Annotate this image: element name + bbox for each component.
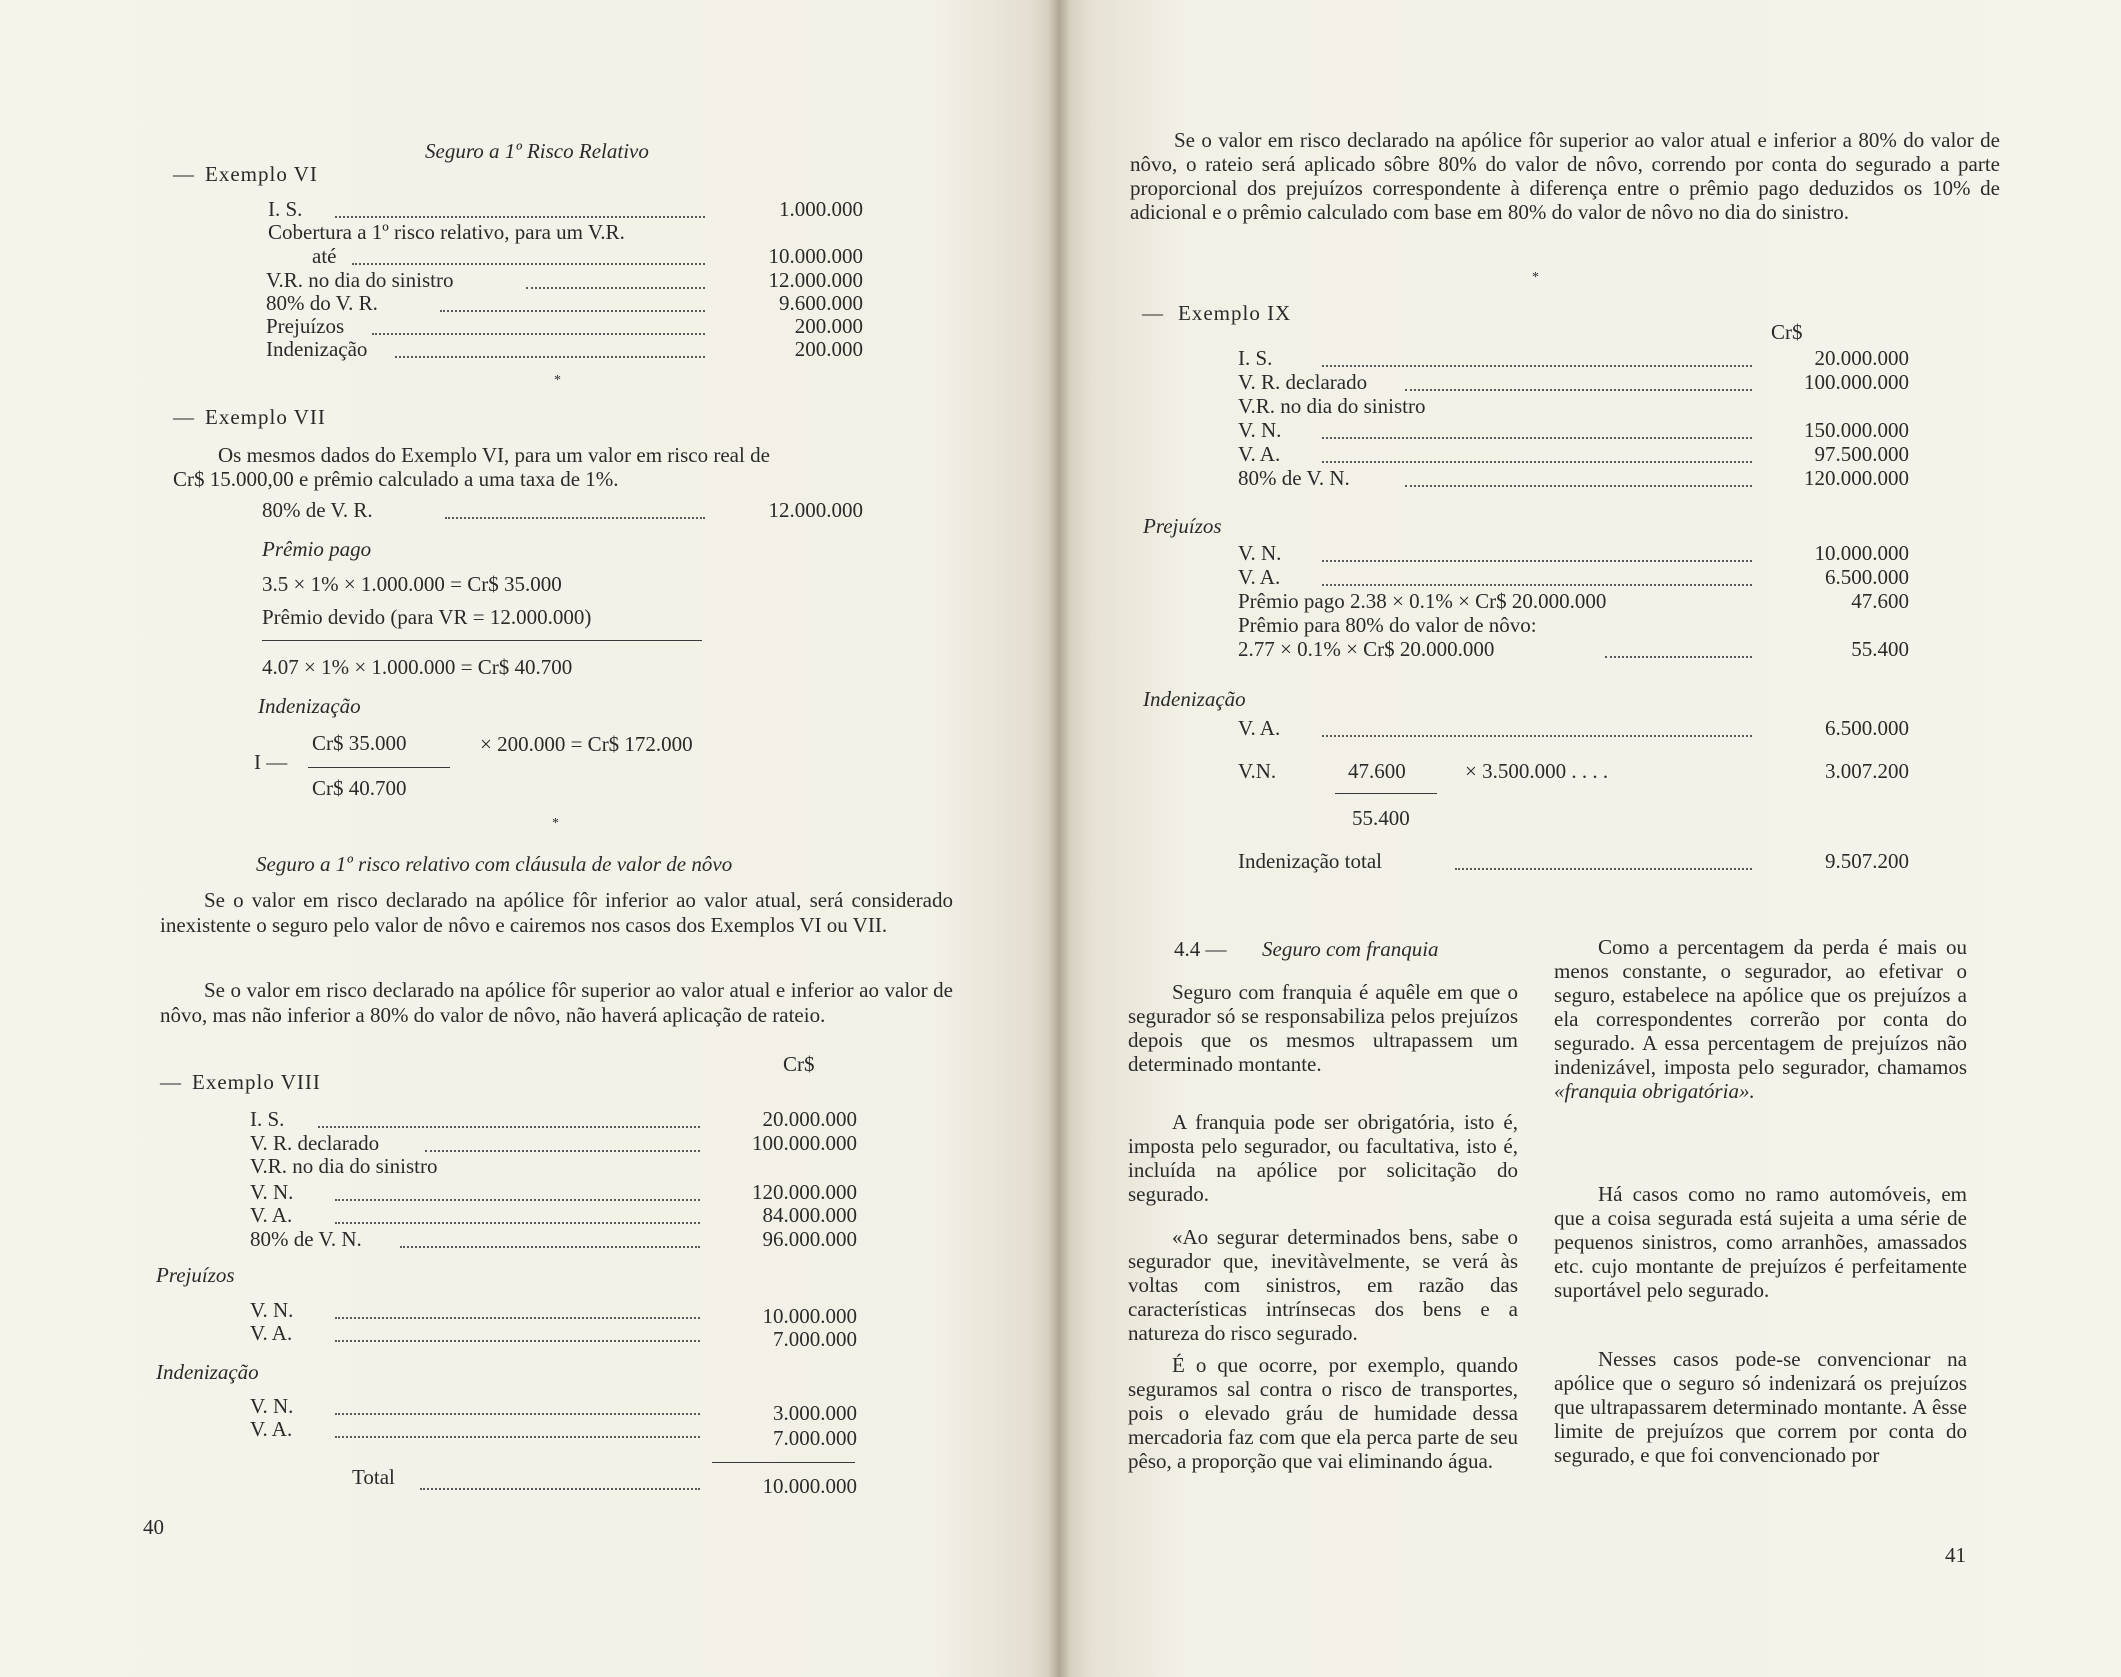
leader: [1405, 485, 1752, 487]
ex8-total-value: 10.000.000: [762, 1474, 857, 1498]
ex9-row-label: V. N.: [1238, 418, 1282, 442]
paragraph: «Ao segurar determinados bens, sabe o segurador que, inevitàvelmente, se verá às voltas com sinistros, em razão das características intrínsecas dos bens e a natureza do risco segurado.: [1128, 1225, 1518, 1345]
ex8-row-label: 80% de V. N.: [250, 1227, 362, 1251]
ex8-indenizacao-value: 7.000.000: [773, 1426, 857, 1450]
ex9-premio-80-line2: 2.77 × 0.1% × Cr$ 20.000.000: [1238, 637, 1495, 661]
paragraph: Seguro com franquia é aquêle em que o segurador só se responsabiliza pelos prejuízos depois que os mesmos ultrapassem um determinado montante.: [1128, 980, 1518, 1076]
leader: [352, 263, 705, 265]
ex6-heading-prefix: —: [173, 162, 194, 186]
book-gutter: [1048, 0, 1070, 1677]
ex6-row-value: 1.000.000: [779, 197, 863, 221]
paragraph: Se o valor em risco declarado na apólice fôr inferior ao valor atual, será considerado inexistente o seguro pelo valor de nôvo e cairemos nos casos dos Exemplos VI ou VII.: [160, 888, 953, 937]
ex8-row-value: 84.000.000: [762, 1203, 857, 1227]
ex9-va-label: V. A.: [1238, 716, 1281, 740]
ex8-row-value: 120.000.000: [752, 1180, 857, 1204]
leader: [1322, 461, 1752, 463]
ex7-intro-line1: Os mesmos dados do Exemplo VI, para um valor em risco real de: [218, 443, 770, 467]
ex7-intro-line2: Cr$ 15.000,00 e prêmio calculado a uma taxa de 1%.: [173, 467, 619, 491]
ex9-total-value: 9.507.200: [1825, 849, 1909, 873]
ex9-vn-den: 55.400: [1352, 806, 1410, 830]
ex9-row-value: 120.000.000: [1804, 466, 1909, 490]
ex8-indenizacao-label: V. N.: [250, 1394, 294, 1418]
separator-star: *: [552, 816, 559, 831]
ex9-row-label: 80% de V. N.: [1238, 466, 1350, 490]
ex9-vn-value: 3.007.200: [1825, 759, 1909, 783]
leader: [372, 333, 705, 335]
ex9-row-label: V. R. declarado: [1238, 370, 1368, 394]
leader: [335, 1436, 700, 1438]
leader: [335, 1317, 700, 1319]
ex8-row-value: 96.000.000: [762, 1227, 857, 1251]
ex9-row-value: 100.000.000: [1804, 370, 1909, 394]
leader: [420, 1488, 700, 1490]
leader: [425, 1150, 700, 1152]
ex8-heading-prefix: —: [160, 1070, 181, 1094]
ex6-row-value: 200.000: [794, 337, 863, 361]
ex8-prejuizos-title: Prejuízos: [156, 1263, 235, 1287]
leader: [440, 310, 705, 312]
leader: [335, 216, 705, 218]
page-number: 40: [143, 1515, 164, 1539]
ex7-heading-prefix: —: [173, 405, 194, 429]
franquia-term: «franquia obrigatória».: [1554, 1079, 1755, 1103]
ex9-row-label: I. S.: [1238, 346, 1273, 370]
separator-star: *: [554, 373, 561, 388]
ex9-prejuizos-title: Prejuízos: [1143, 514, 1222, 538]
rule: [262, 640, 702, 641]
leader: [335, 1199, 700, 1201]
leader: [1322, 365, 1752, 367]
ex7-row-label: 80% de V. R.: [262, 498, 373, 522]
ex9-vn-mult: × 3.500.000 . . . .: [1465, 759, 1609, 783]
ex7-heading: Exemplo VII: [205, 405, 326, 429]
leader: [1455, 868, 1752, 870]
ex7-row-value: 12.000.000: [768, 498, 863, 522]
leader: [318, 1126, 700, 1128]
ex9-prejuizo-value: 6.500.000: [1825, 565, 1909, 589]
ex8-indenizacao-title: Indenização: [156, 1360, 259, 1384]
ex8-row-label: V. A.: [250, 1203, 293, 1227]
ex8-prejuizo-label: V. A.: [250, 1321, 293, 1345]
ex9-vn-num: 47.600: [1348, 759, 1406, 783]
ex9-heading-prefix: —: [1142, 301, 1163, 325]
ex7-premio-pago-title: Prêmio pago: [262, 537, 372, 561]
paragraph: Nesses casos pode-se convencionar na apólice que o seguro só indenizará os prejuízos que ultrapassarem determinado montante. A êsse limite de prejuízos que correm por conta do segurado, e que foi convencionado por: [1554, 1347, 1967, 1467]
leader: [335, 1340, 700, 1342]
ex6-row-label: Prejuízos: [266, 314, 345, 338]
ex9-row-value: 150.000.000: [1804, 418, 1909, 442]
paragraph: [1554, 935, 1967, 1103]
ex6-heading: Exemplo VI: [205, 162, 318, 186]
ex8-row-label: V. R. declarado: [250, 1131, 380, 1155]
ex8-row-label: V. N.: [250, 1180, 294, 1204]
ex9-total-label: Indenização total: [1238, 849, 1383, 873]
ex8-row-label: I. S.: [250, 1107, 285, 1131]
ex9-vn-label: V.N.: [1238, 759, 1277, 783]
leader: [1605, 656, 1752, 658]
leader: [1322, 437, 1752, 439]
leader: [335, 1413, 700, 1415]
leader: [445, 517, 705, 519]
ex9-row-value: 20.000.000: [1814, 346, 1909, 370]
fraction-bar: [308, 767, 450, 768]
ex8-prejuizo-value: 10.000.000: [762, 1304, 857, 1328]
ex7-frac-den: Cr$ 40.700: [312, 776, 407, 800]
ex6-row-value: 9.600.000: [779, 291, 863, 315]
ex8-indenizacao-label: V. A.: [250, 1417, 293, 1441]
page-number: 41: [1945, 1543, 1966, 1567]
ex7-premio-devido-calc: 4.07 × 1% × 1.000.000 = Cr$ 40.700: [262, 655, 573, 679]
rule: [712, 1462, 855, 1463]
ex9-premio-80-value: 55.400: [1851, 637, 1909, 661]
leader: [1322, 735, 1752, 737]
ex7-indenizacao-title: Indenização: [258, 694, 361, 718]
ex7-frac-rest: × 200.000 = Cr$ 172.000: [480, 732, 693, 756]
leader: [395, 356, 705, 358]
separator-star: *: [1532, 270, 1539, 285]
ex6-row-label: até: [312, 244, 337, 268]
section-title: Seguro a 1º risco relativo com cláusula de valor de nôvo: [256, 852, 733, 876]
ex6-row-value: 200.000: [794, 314, 863, 338]
paragraph: A franquia pode ser obrigatória, isto é, imposta pelo segurador, ou facultativa, isto é, incluída na apólice por solicitação do segurado.: [1128, 1110, 1518, 1206]
ex6-row-label: I. S.: [268, 197, 303, 221]
ex9-va-value: 6.500.000: [1825, 716, 1909, 740]
ex8-prejuizo-label: V. N.: [250, 1298, 294, 1322]
ex6-row-value: 10.000.000: [768, 244, 863, 268]
ex6-row-label: Indenização: [266, 337, 368, 361]
paragraph-text: Como a percentagem da perda é mais ou menos constante, o segurador, ao efetivar o seguro, estabelece na apólice que os prejuízos a ela correspondentes correrão por conta do segurado. A essa percentagem de prejuízos não indenizável, imposta pelo segurador, chamamos: [1554, 935, 1967, 1079]
ex6-row-label: V.R. no dia do sinistro: [266, 268, 454, 292]
ex9-row-value: 97.500.000: [1814, 442, 1909, 466]
ex6-row-value: 12.000.000: [768, 268, 863, 292]
ex9-prejuizo-value: 10.000.000: [1814, 541, 1909, 565]
leader: [1322, 560, 1752, 562]
ex8-indenizacao-value: 3.000.000: [773, 1401, 857, 1425]
ex8-total-label: Total: [352, 1465, 395, 1489]
leader: [1405, 389, 1752, 391]
ex7-frac-num: Cr$ 35.000: [312, 731, 407, 755]
ex8-row-value: 20.000.000: [762, 1107, 857, 1131]
ex8-currency: Cr$: [783, 1052, 815, 1076]
ex7-premio-pago-calc: 3.5 × 1% × 1.000.000 = Cr$ 35.000: [262, 572, 562, 596]
ex9-heading: Exemplo IX: [1178, 301, 1292, 325]
ex6-row-label: 80% do V. R.: [266, 291, 378, 315]
ex7-premio-devido: Prêmio devido (para VR = 12.000.000): [262, 605, 592, 629]
paragraph: É o que ocorre, por exemplo, quando seguramos sal contra o risco de transportes, pois o elevado gráu de humidade dessa mercadoria faz com que ela perca parte de seu pêso, a proporção que vai eliminando água.: [1128, 1353, 1518, 1473]
ex9-currency: Cr$: [1771, 320, 1803, 344]
section-number: 4.4 —: [1174, 937, 1227, 961]
paragraph: Há casos como no ramo automóveis, em que a coisa segurada está sujeita a uma série de pequenos sinistros, como arranhões, amassados etc. cujo montante de prejuízos é perfeitamente suportável pelo segurado.: [1554, 1182, 1967, 1302]
ex8-heading: Exemplo VIII: [192, 1070, 321, 1094]
ex9-prejuizo-label: V. A.: [1238, 565, 1281, 589]
ex8-prejuizo-value: 7.000.000: [773, 1327, 857, 1351]
ex7-frac-I: I —: [254, 750, 288, 774]
ex8-row-label: V.R. no dia do sinistro: [250, 1154, 438, 1178]
ex9-premio-80-line1: Prêmio para 80% do valor de nôvo:: [1238, 613, 1537, 637]
ex8-row-value: 100.000.000: [752, 1131, 857, 1155]
ex9-premio-pago: Prêmio pago 2.38 × 0.1% × Cr$ 20.000.000: [1238, 589, 1607, 613]
paragraph: Se o valor em risco declarado na apólice fôr superior ao valor atual e inferior a 80% do valor de nôvo, o rateio será aplicado sôbre 80% do valor de nôvo, correndo por conta do segurado a parte proporcional dos prejuízos correspondente à diferença entre o prêmio pago deduzidos os 10% de adicional e o prêmio calculado com base em 80% do valor de nôvo no dia do sinistro.: [1130, 128, 2000, 224]
ex9-row-label: V.R. no dia do sinistro: [1238, 394, 1426, 418]
leader: [1322, 584, 1752, 586]
paragraph: Se o valor em risco declarado na apólice fôr superior ao valor atual e inferior ao valor de nôvo, mas não inferior a 80% do valor de nôvo, não haverá aplicação de rateio.: [160, 978, 953, 1027]
leader: [400, 1246, 700, 1248]
ex6-row-label: Cobertura a 1º risco relativo, para um V.R.: [268, 220, 625, 244]
section-heading: Seguro com franquia: [1262, 937, 1439, 961]
ex9-prejuizo-label: V. N.: [1238, 541, 1282, 565]
ex6-subtitle: Seguro a 1º Risco Relativo: [425, 139, 649, 163]
ex9-premio-pago-value: 47.600: [1851, 589, 1909, 613]
left-page: [0, 0, 1060, 1677]
ex9-row-label: V. A.: [1238, 442, 1281, 466]
leader: [335, 1222, 700, 1224]
fraction-bar: [1335, 793, 1437, 794]
right-page: [1060, 0, 2121, 1677]
leader: [526, 287, 705, 289]
ex9-indenizacao-title: Indenização: [1143, 687, 1246, 711]
